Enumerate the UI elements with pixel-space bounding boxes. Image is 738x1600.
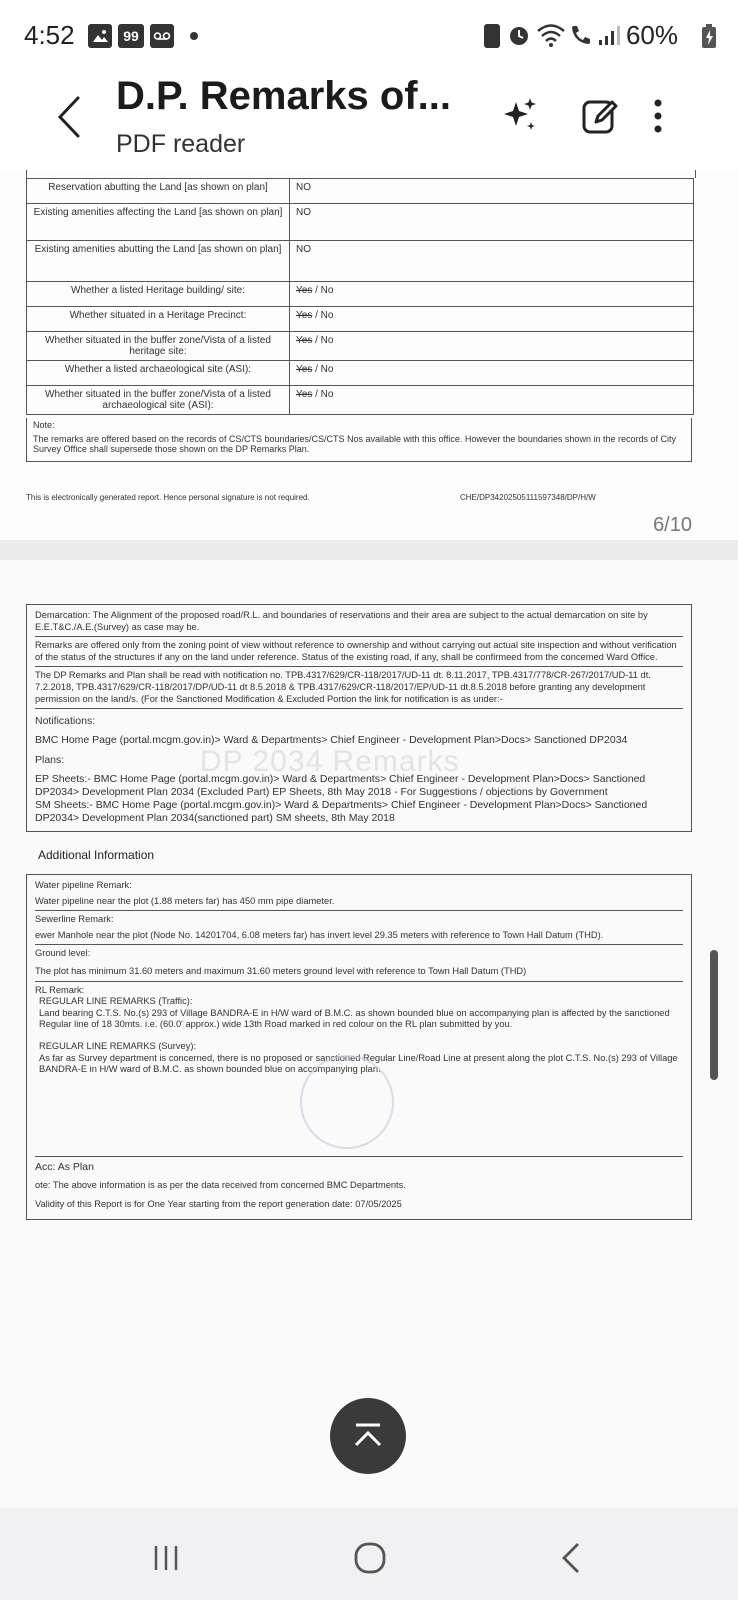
wifi-icon <box>536 22 566 48</box>
notification-count-badge: 99 <box>118 24 144 48</box>
acc-plan-text: Acc: As Plan <box>35 1160 94 1173</box>
scroll-to-top-icon <box>350 1421 386 1451</box>
notification-text: The DP Remarks and Plan shall be read with notification no. TPB.4317/629/CR-118/2017/UD-11 dt. 8.11.2017, TPB.4317/778/CR-267/2017/UD-11 dt. 7.2.2018, TPB.4317/629/CR-118/2017/DP/UD-11 dt 8.5.2018 & TPB.4317/629/CR-118/2017/EP/UD-11 dt.8.5.2018 before granting any development permission on the land/s. (For the Sanctioned Modification & Excluded Portion the link for notification is as under:- <box>35 667 683 709</box>
signal-icon <box>598 24 622 46</box>
row-label: Whether a listed archaeological site (ASI): <box>27 361 290 386</box>
footer-report-id: CHE/DP34202505111597348/DP/H/W <box>460 493 596 502</box>
recent-apps-icon[interactable] <box>146 1538 186 1578</box>
yes-struck: Yes <box>296 335 313 346</box>
additional-info-title: Additional Information <box>38 848 155 862</box>
back-icon[interactable] <box>552 1538 592 1578</box>
rl-survey-text: As far as Survey department is concerned, there is no proposed or sanctioned Regular Line/Road Line at present along the plot C.T.S. No.(s) 293 of Village BANDRA-E in H/W ward of B.M.C. as shown bounded blue on accompanying plan. <box>39 1052 678 1075</box>
sewer-label: Sewerline Remark: <box>35 914 114 925</box>
row-value: NO <box>290 204 694 241</box>
watermark: DP 2034 Remarks <box>200 745 460 778</box>
status-time: 4:52 <box>24 20 75 50</box>
rl-traffic-label: REGULAR LINE REMARKS (Traffic): <box>39 996 193 1007</box>
pdf-page-6 <box>0 170 738 540</box>
more-options-icon[interactable] <box>646 94 670 138</box>
rl-label: RL Remark: <box>35 984 85 995</box>
home-icon[interactable] <box>350 1538 390 1578</box>
voicemail-icon <box>150 24 174 48</box>
table-row <box>27 386 694 415</box>
ground-text: The plot has minimum 31.60 meters and maximum 31.60 meters ground level with reference to Town Hall Datum (THD) <box>35 966 527 977</box>
table-row <box>27 204 694 241</box>
table-row <box>27 361 694 386</box>
edit-icon[interactable] <box>578 94 622 138</box>
wifi-calling-icon <box>568 22 596 48</box>
page-indicator: 6/10 <box>653 514 692 536</box>
sewer-text: ewer Manhole near the plot (Node No. 14201704, 6.08 meters far) has invert level 29.35 meters with reference to Town Hall Datum (THD). <box>35 929 604 940</box>
table-row <box>27 307 694 332</box>
no-value: / No <box>315 310 334 321</box>
plans-label: Plans: <box>35 753 65 766</box>
sm-sheets-text: SM Sheets:- BMC Home Page (portal.mcgm.gov.in)> Ward & Departments> Chief Engineer - Development Plan>Docs> Sanctioned DP2034> Development Plan 2034(sanctioned part) SM sheets, 8th May 2018 <box>35 798 648 825</box>
table-row <box>27 241 694 282</box>
row-value: NO <box>290 241 694 282</box>
water-pipeline-remark <box>35 877 683 911</box>
footer-generated-note: This is electronically generated report. Hence personal signature is not required. <box>26 493 310 502</box>
table-row <box>27 282 694 307</box>
remarks-box <box>26 604 692 832</box>
water-label: Water pipeline Remark: <box>35 880 132 890</box>
no-value: / No <box>315 364 334 375</box>
bmc-note-text: ote: The above information is as per the data received from concerned BMC Departments. <box>35 1179 406 1190</box>
sewerline-remark <box>35 911 683 945</box>
scroll-to-top-button[interactable] <box>330 1398 406 1474</box>
zoning-remarks-text: Remarks are offered only from the zoning point of view without reference to ownership and without carrying out actual site inspection and without verification of the status of the structures if any on the land under reference. Status of the existing road, if any, shall be confirmeed from the concemed Ward Office. <box>35 637 683 667</box>
row-value: NO <box>290 179 694 204</box>
yes-struck: Yes <box>296 389 313 400</box>
row-label: Whether a listed Heritage building/ site: <box>27 282 290 307</box>
official-seal-icon <box>300 1055 394 1149</box>
remarks-table <box>26 178 694 415</box>
row-label: Whether situated in a Heritage Precinct: <box>27 307 290 332</box>
yes-struck: Yes <box>296 310 313 321</box>
yes-struck: Yes <box>296 285 313 296</box>
notifications-link: BMC Home Page (portal.mcgm.gov.in)> Ward & Departments> Chief Engineer - Development Plan>Docs> Sanctioned DP2034 <box>35 734 628 747</box>
dot-icon <box>190 32 198 40</box>
app-subtitle: PDF reader <box>116 130 246 158</box>
ep-sheets-text: EP Sheets:- BMC Home Page (portal.mcgm.gov.in)> Ward & Departments> Chief Engineer - Development Plan>Docs> Sanctioned DP2034> Development Plan 2034 (Excluded Part) EP Sheets, 8th May 2018 - For Suggestions / objections by Government <box>35 772 646 798</box>
row-label: Existing amenities affecting the Land [as shown on plan] <box>27 204 290 241</box>
gallery-icon <box>88 24 112 48</box>
clipped-row <box>26 170 696 178</box>
row-label: Whether situated in the buffer zone/Vista of a listed archaeological site (ASI): <box>27 386 290 415</box>
app-header <box>0 58 738 170</box>
battery-icon <box>702 24 716 48</box>
battery-saver-icon <box>484 24 500 48</box>
no-value: / No <box>315 285 334 296</box>
rl-traffic-text: Land bearing C.T.S. No.(s) 293 of Village BANDRA-E in H/W ward of B.M.C. as shown bounded blue on accompanying plan is affected by the sanctioned Regular line of 18 30mts. i.e. (60.0' approx.) wide 13th Road marked in red colour on the RL plan submitted by you. <box>39 1007 670 1030</box>
page-separator <box>0 540 738 560</box>
scrollbar-thumb[interactable] <box>710 950 718 1080</box>
note-label: Note: <box>33 420 55 430</box>
note-box <box>26 418 692 462</box>
battery-level: 60% <box>625 20 678 50</box>
ground-level-remark <box>35 945 683 981</box>
row-label: Reservation abutting the Land [as shown on plan] <box>27 179 290 204</box>
notifications-label: Notifications: <box>35 715 96 728</box>
system-nav-bar <box>0 1508 738 1600</box>
pdf-page-7 <box>0 560 738 1520</box>
demarcation-text: Demarcation: The Alignment of the proposed road/R.L. and boundaries of reservations and their area are subject to the actual demarcation on site by E.E.T&C./A.E.(Survey) as case may be. <box>35 607 683 637</box>
note-text: The remarks are offered based on the records of CS/CTS boundaries/CS/CTS Nos available with this office. However the boundaries shown in the records of City Survey Office shall supersede those shown on the DP Remarks Plan. <box>33 434 676 454</box>
alarm-icon <box>506 22 532 48</box>
back-arrow-icon[interactable] <box>52 92 88 142</box>
water-text: Water pipeline near the plot (1.88 meters far) has 450 mm pipe diameter. <box>35 895 335 906</box>
no-value: / No <box>315 389 334 400</box>
yes-struck: Yes <box>296 364 313 375</box>
table-row <box>27 332 694 361</box>
ground-label: Ground level: <box>35 948 91 959</box>
row-label: Existing amenities abutting the Land [as shown on plan] <box>27 241 290 282</box>
additional-info-box <box>26 874 692 1220</box>
ai-sparkle-icon[interactable] <box>498 94 542 138</box>
validity-text: Validity of this Report is for One Year starting from the report generation date: 07/05/2025 <box>35 1199 402 1210</box>
row-label: Whether situated in the buffer zone/Vista of a listed heritage site: <box>27 332 290 361</box>
rl-survey-label: REGULAR LINE REMARKS (Survey): <box>39 1041 197 1052</box>
no-value: / No <box>315 335 334 346</box>
document-title: D.P. Remarks of... <box>116 74 451 118</box>
table-row <box>27 179 694 204</box>
